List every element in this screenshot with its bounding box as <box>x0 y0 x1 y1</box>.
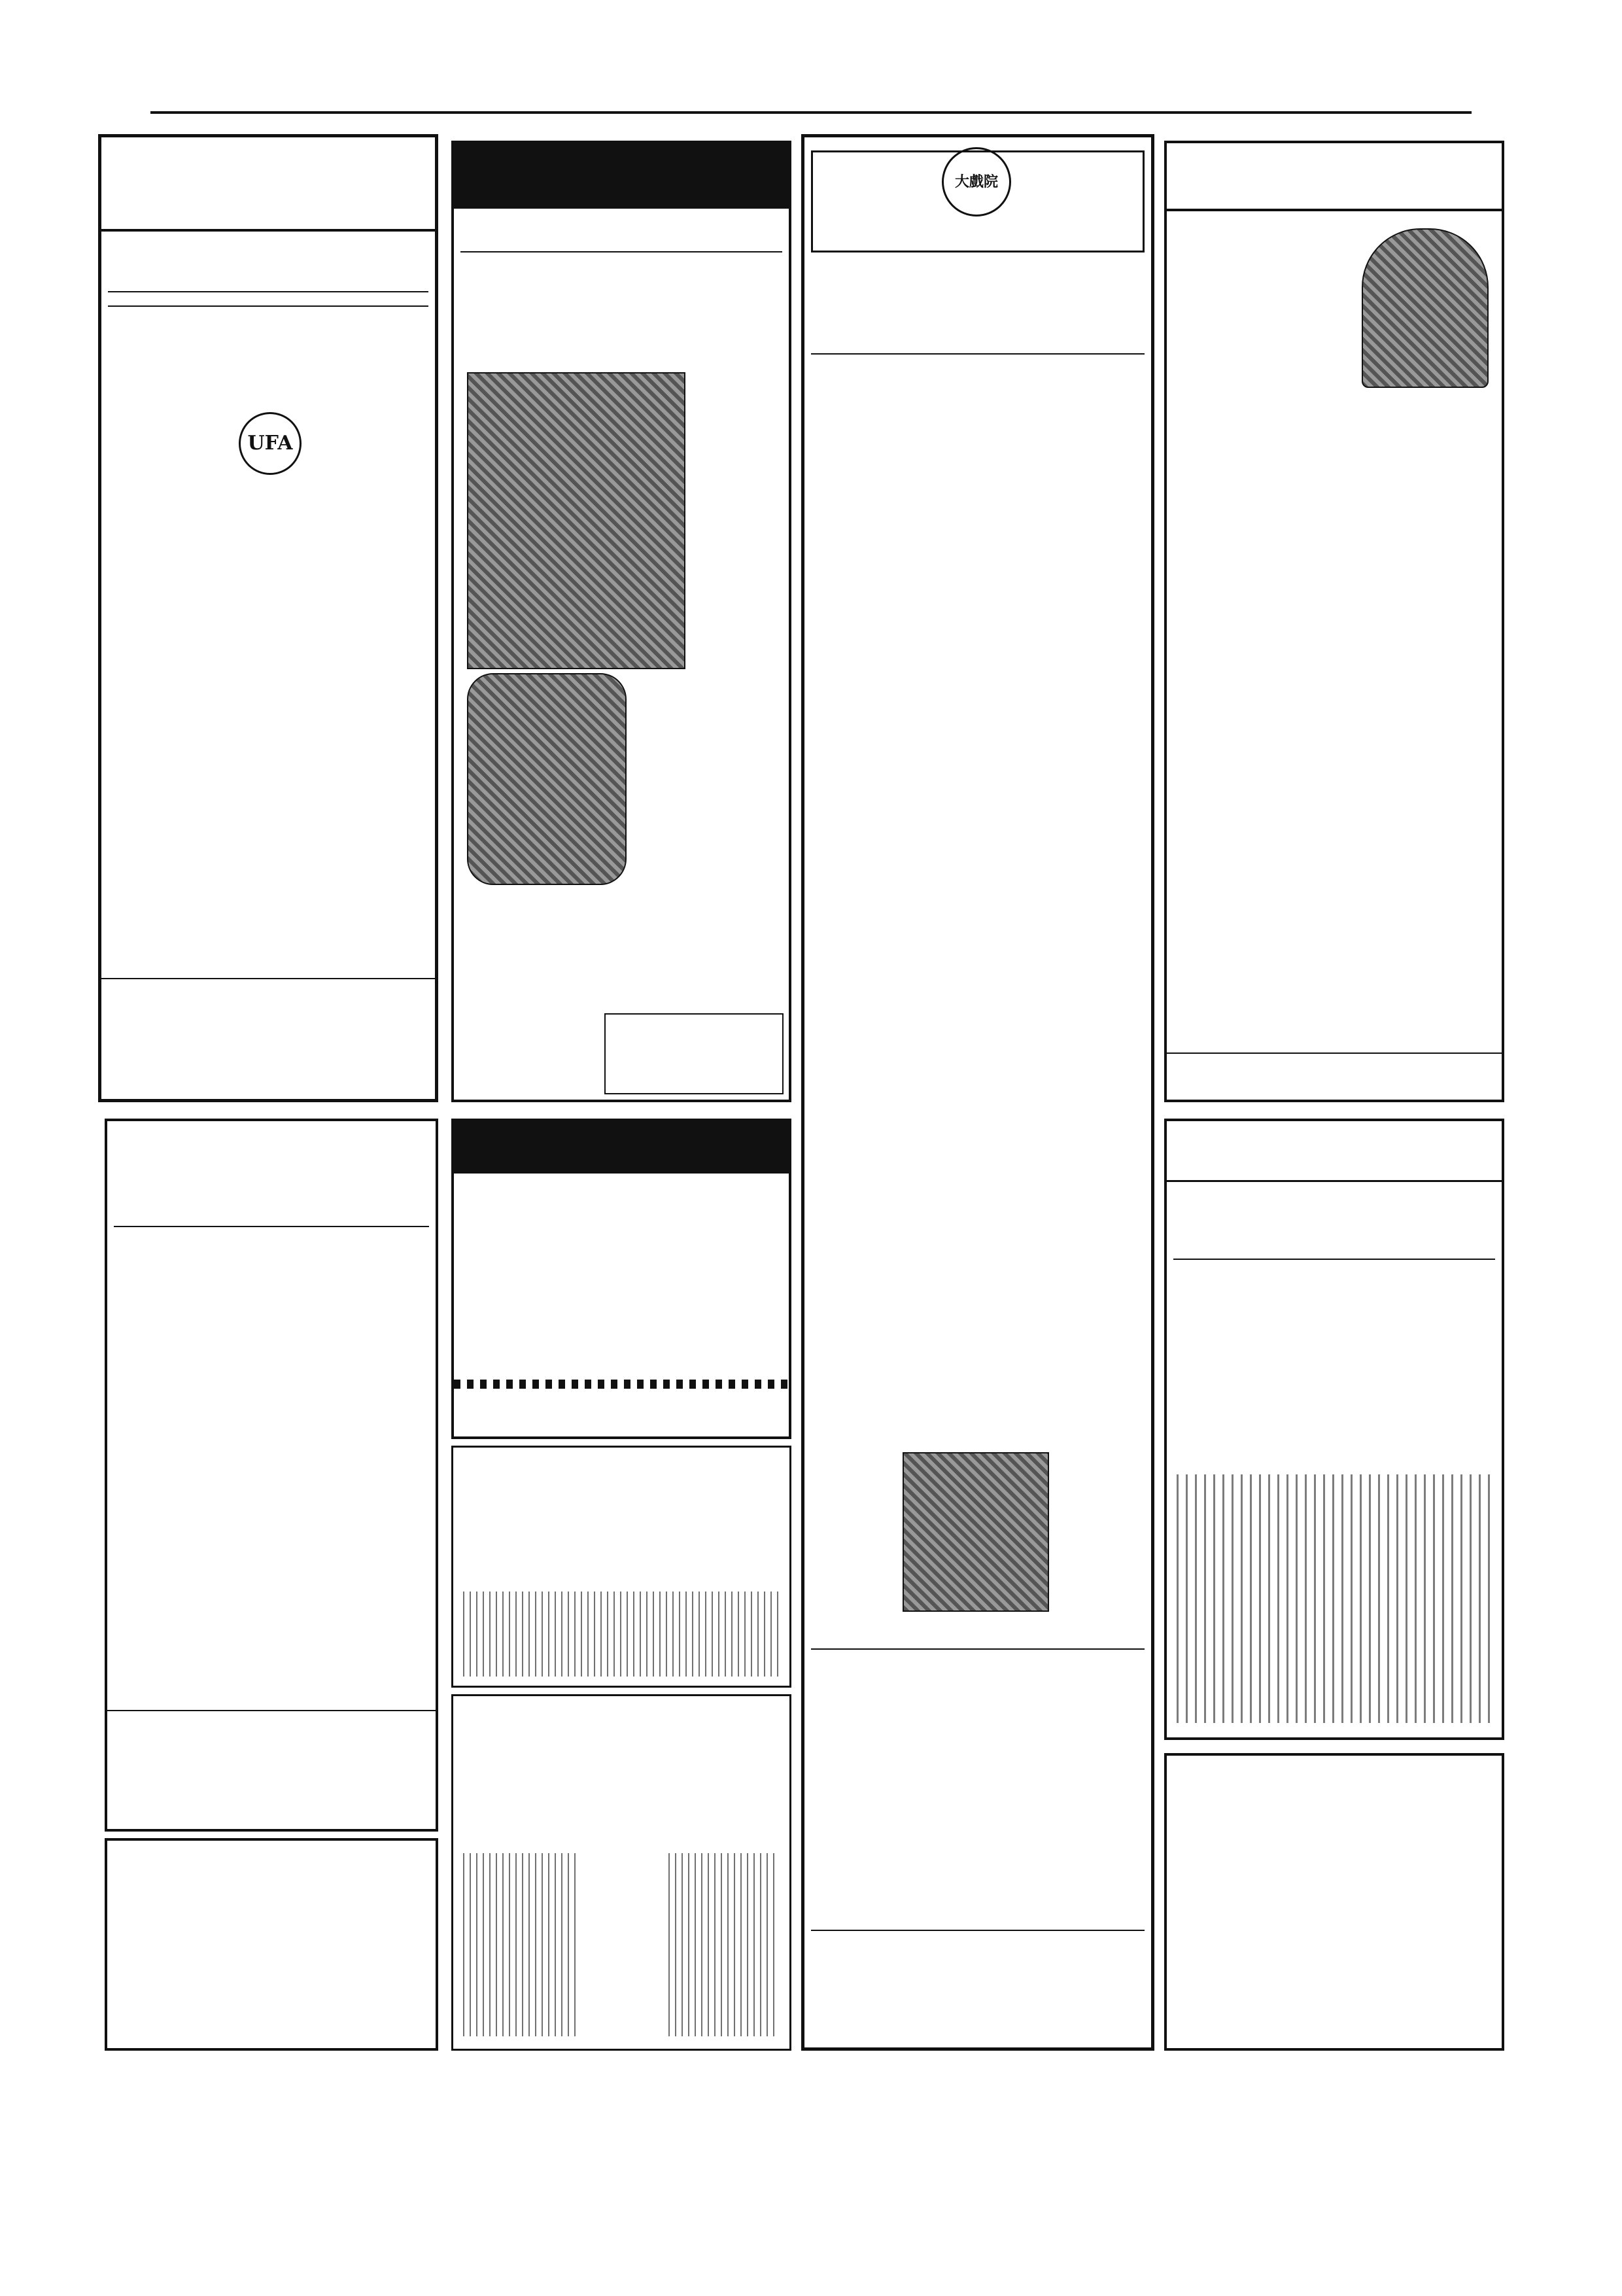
theatre-logo: 大戲院 <box>942 147 1011 217</box>
cast-list <box>1177 1474 1492 1723</box>
kangfu-clinic-ad <box>451 1446 791 1688</box>
bawang-ad <box>1164 1753 1504 2051</box>
star-portrait <box>1362 228 1489 388</box>
slogan-2 <box>811 353 1145 361</box>
daxie-theatre-ad <box>105 1119 438 1832</box>
fine-print-right <box>668 1853 780 2036</box>
nanjing-theatre-ad <box>801 134 1154 2051</box>
fine-print <box>463 1592 780 1677</box>
theatre-name <box>454 1121 789 1174</box>
slogan <box>460 251 782 259</box>
notice <box>108 291 428 307</box>
theatre-name <box>1167 143 1502 211</box>
divider <box>101 978 435 979</box>
divider <box>107 1710 436 1711</box>
fine-print-left <box>463 1853 581 2036</box>
jinling-theatre-ad <box>451 1119 791 1439</box>
guomin-theatre-ad <box>451 141 791 1102</box>
tomorrow <box>811 1930 1145 1938</box>
bottom-line <box>811 1648 1145 1654</box>
theatre-name <box>454 143 789 209</box>
mingxing-theatre-ad <box>1164 1119 1504 1740</box>
film-still <box>467 372 685 669</box>
world-theatre-ad <box>98 134 438 1102</box>
drama-ad <box>105 1838 438 2051</box>
masthead <box>150 72 1472 114</box>
next-box <box>604 1013 784 1094</box>
capital-theatre-ad <box>1164 141 1504 1102</box>
divider <box>1167 1052 1502 1054</box>
divider-stripe <box>454 1380 789 1389</box>
studio-logo: UFA <box>239 412 302 475</box>
theatre-name <box>101 137 435 232</box>
play-heading <box>114 1226 429 1232</box>
decor-figure <box>903 1452 1049 1612</box>
showtime <box>1173 1259 1495 1264</box>
barber-ad <box>451 1694 791 2051</box>
theatre-name <box>1167 1121 1502 1182</box>
cartoon <box>467 673 627 885</box>
